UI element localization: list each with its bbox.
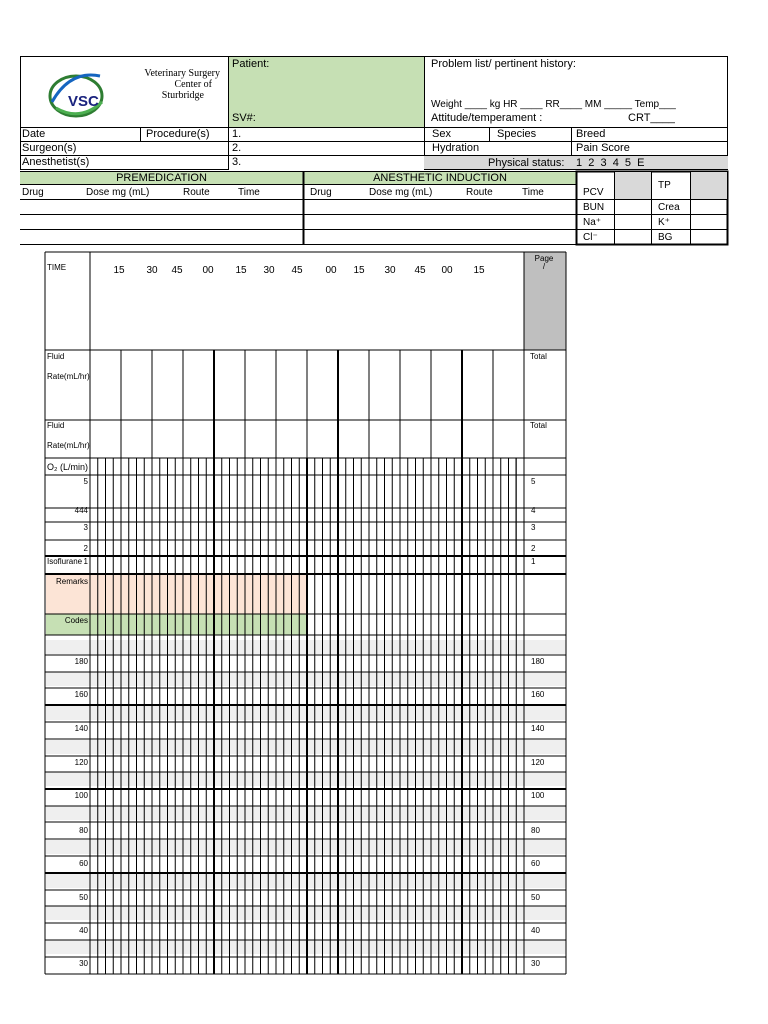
- fluid-1-rate-label: Rate(mL/hr): [47, 372, 90, 381]
- induction-drug-col: Drug: [310, 187, 332, 198]
- clinic-name-line1: Veterinary Surgery: [144, 68, 220, 79]
- page-slash[interactable]: /: [542, 262, 546, 271]
- iso-left-2: 3: [83, 523, 88, 532]
- problem-list-label[interactable]: Problem list/ pertinent history:: [431, 58, 576, 70]
- induction-dose-col: Dose mg (mL): [369, 187, 433, 198]
- time-tick-12: 15: [473, 265, 485, 276]
- fluid-1-label: Fluid: [47, 352, 65, 361]
- iso-right-2: 3: [531, 523, 536, 532]
- iso-left-3: 2: [83, 544, 88, 553]
- date-label[interactable]: Date: [22, 128, 46, 140]
- scale-left-60: 60: [79, 859, 88, 868]
- time-tick-9: 30: [384, 265, 396, 276]
- clinic-logo: [40, 62, 120, 122]
- physical-status-label: Physical status:: [488, 157, 565, 169]
- time-tick-4: 15: [235, 265, 247, 276]
- isoflurane-label: Isoflurane: [47, 557, 83, 566]
- iso-left-1: 444: [74, 506, 88, 515]
- lab-crea: Crea: [658, 202, 680, 213]
- lab-pcv: PCV: [583, 187, 604, 198]
- fluid-2-label: Fluid: [47, 421, 65, 430]
- fluid-2-rate-label: Rate(mL/hr): [47, 441, 90, 450]
- procedure-line-3[interactable]: 3.: [232, 156, 242, 168]
- scale-right-50: 50: [531, 893, 540, 902]
- sex-label[interactable]: Sex: [432, 128, 451, 140]
- time-label: TIME: [47, 263, 67, 272]
- premed-route-col: Route: [183, 187, 210, 198]
- lab-bun: BUN: [583, 202, 605, 213]
- physical-status-options[interactable]: 1 2 3 4 5 E: [576, 157, 645, 169]
- scale-left-120: 120: [74, 758, 88, 767]
- iso-right-1: 4: [531, 506, 536, 515]
- anesthetic-induction-title: ANESTHETIC INDUCTION: [373, 172, 507, 184]
- clinic-name: [130, 68, 220, 101]
- anesthetist-label[interactable]: Anesthetist(s): [22, 156, 90, 168]
- time-tick-1: 30: [146, 265, 158, 276]
- page-label: Page: [534, 254, 554, 263]
- premedication-title: PREMEDICATION: [116, 172, 207, 184]
- time-tick-11: 00: [441, 265, 453, 276]
- lab-k: K⁺: [658, 217, 670, 228]
- scale-left-140: 140: [74, 724, 88, 733]
- premed-dose-col: Dose mg (mL): [86, 187, 150, 198]
- scale-left-160: 160: [74, 690, 88, 699]
- o2-label: O₂ (L/min): [47, 462, 88, 472]
- iso-right-3: 2: [531, 544, 536, 553]
- hydration-label[interactable]: Hydration: [432, 142, 480, 154]
- time-tick-3: 00: [202, 265, 214, 276]
- iso-right-0: 5: [531, 477, 536, 486]
- vitals-line[interactable]: Weight ____ kg HR ____ RR____ MM _____ Temp___: [431, 99, 676, 110]
- attitude-label[interactable]: Attitude/temperament :: [431, 112, 543, 124]
- scale-right-120: 120: [531, 758, 545, 767]
- pain-score-label[interactable]: Pain Score: [576, 142, 630, 154]
- scale-left-40: 40: [79, 926, 88, 935]
- scale-left-100: 100: [74, 791, 88, 800]
- procedure-line-2[interactable]: 2.: [232, 142, 242, 154]
- surgeon-label[interactable]: Surgeon(s): [22, 142, 77, 154]
- iso-left-4: 1: [83, 557, 88, 566]
- clinic-name-line2: Center of: [174, 79, 212, 90]
- scale-right-180: 180: [531, 657, 545, 666]
- anesthesia-grid: [45, 252, 566, 974]
- lab-na: Na⁺: [583, 217, 602, 228]
- time-tick-7: 00: [325, 265, 337, 276]
- scale-right-60: 60: [531, 859, 540, 868]
- crt-label[interactable]: CRT____: [628, 112, 675, 124]
- scale-right-80: 80: [531, 826, 540, 835]
- species-label[interactable]: Species: [497, 128, 537, 140]
- time-tick-5: 30: [263, 265, 275, 276]
- scale-right-30: 30: [531, 959, 540, 968]
- remarks-label: Remarks: [55, 577, 88, 586]
- logo-text: VSC: [68, 93, 99, 110]
- scale-left-50: 50: [79, 893, 88, 902]
- lab-cl: Cl⁻: [583, 232, 598, 243]
- procedure-label[interactable]: Procedure(s): [146, 128, 210, 140]
- procedure-line-1[interactable]: 1.: [232, 128, 242, 140]
- scale-left-30: 30: [79, 959, 88, 968]
- codes-label: Codes: [64, 616, 88, 625]
- time-tick-8: 15: [353, 265, 365, 276]
- sv-label[interactable]: SV#:: [232, 112, 256, 124]
- premed-drug-col: Drug: [22, 187, 44, 198]
- clinic-name-line3: Sturbridge: [161, 90, 204, 101]
- iso-left-0: 5: [83, 477, 88, 486]
- time-tick-0: 15: [113, 265, 125, 276]
- scale-left-180: 180: [74, 657, 88, 666]
- lab-bg: BG: [658, 232, 673, 243]
- induction-route-col: Route: [466, 187, 493, 198]
- fluid-1-total: Total: [530, 352, 547, 361]
- iso-right-4: 1: [531, 557, 536, 566]
- fluid-2-total: Total: [530, 421, 547, 430]
- scale-right-100: 100: [531, 791, 545, 800]
- breed-label[interactable]: Breed: [576, 128, 606, 140]
- scale-right-160: 160: [531, 690, 545, 699]
- time-tick-10: 45: [414, 265, 426, 276]
- premed-time-col: Time: [238, 187, 260, 198]
- time-tick-2: 45: [171, 265, 183, 276]
- patient-label[interactable]: Patient:: [232, 58, 270, 70]
- scale-left-80: 80: [79, 826, 88, 835]
- scale-right-140: 140: [531, 724, 545, 733]
- scale-right-40: 40: [531, 926, 540, 935]
- time-tick-6: 45: [291, 265, 303, 276]
- induction-time-col: Time: [522, 187, 544, 198]
- lab-tp: TP: [658, 180, 671, 191]
